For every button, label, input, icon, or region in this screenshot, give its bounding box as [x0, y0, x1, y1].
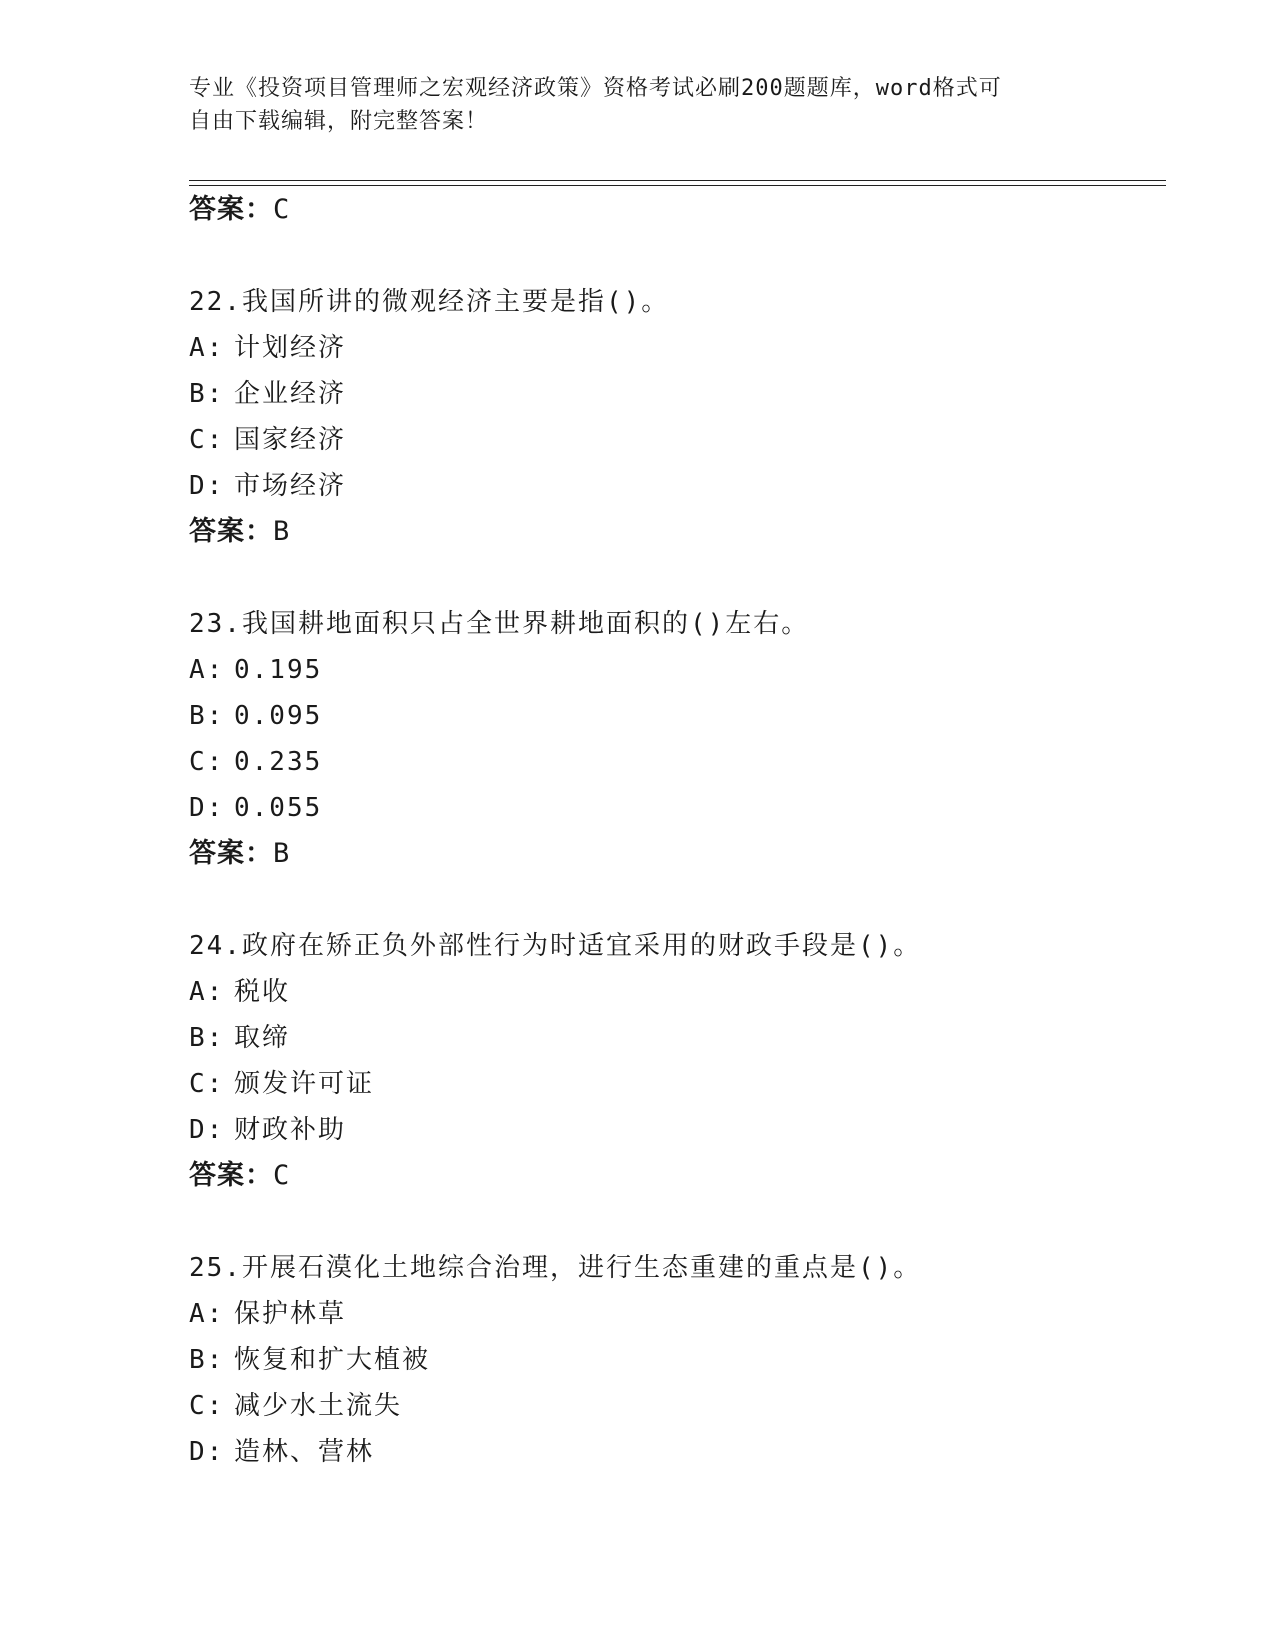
option-key: D:: [189, 1437, 225, 1467]
option-text: 恢复和扩大植被: [234, 1345, 431, 1375]
option-key: C:: [189, 747, 225, 777]
header-line-2: 自由下载编辑，附完整答案！: [189, 109, 489, 134]
option-d: [189, 1107, 1169, 1153]
answer-label: 答案：: [189, 194, 273, 225]
answer-value: B: [273, 838, 291, 869]
answer-line: [189, 509, 1169, 555]
option-key: C:: [189, 425, 225, 455]
option-text: 税收: [234, 977, 291, 1007]
option-b: [189, 693, 1169, 739]
header-line-1: 专业《投资项目管理师之宏观经济政策》资格考试必刷200题题库，word格式可: [189, 76, 1002, 101]
question-stem: 24.政府在矫正负外部性行为时适宜采用的财政手段是()。: [189, 931, 922, 961]
option-text: 0.235: [234, 747, 323, 777]
answer-value: B: [273, 516, 291, 547]
answer-line: [189, 187, 1169, 233]
option-key: D:: [189, 793, 225, 823]
question-list: [189, 187, 1169, 1475]
option-text: 企业经济: [234, 379, 347, 409]
option-a: [189, 1291, 1169, 1337]
option-key: C:: [189, 1069, 225, 1099]
option-a: [189, 325, 1169, 371]
option-text: 财政补助: [234, 1115, 347, 1145]
option-key: D:: [189, 471, 225, 501]
option-c: [189, 1061, 1169, 1107]
question-block: [189, 923, 1169, 1199]
option-text: 0.195: [234, 655, 323, 685]
answer-label: 答案：: [189, 516, 273, 547]
option-c: [189, 739, 1169, 785]
option-c: [189, 417, 1169, 463]
answer-value: C: [273, 194, 291, 225]
question-stem: 22.我国所讲的微观经济主要是指()。: [189, 287, 670, 317]
option-d: [189, 1429, 1169, 1475]
answer-value: C: [273, 1160, 291, 1191]
question-block: [189, 279, 1169, 555]
spacer: [189, 877, 1169, 923]
option-key: B:: [189, 1345, 225, 1375]
question-stem: 25.开展石漠化土地综合治理，进行生态重建的重点是()。: [189, 1253, 922, 1283]
header-divider-bottom: [189, 185, 1166, 186]
option-b: [189, 371, 1169, 417]
option-text: 市场经济: [234, 471, 347, 501]
option-key: A:: [189, 655, 225, 685]
option-key: B:: [189, 1023, 225, 1053]
option-key: A:: [189, 333, 225, 363]
document-header: [189, 72, 1089, 138]
spacer: [189, 1199, 1169, 1245]
option-text: 计划经济: [234, 333, 347, 363]
option-text: 0.095: [234, 701, 323, 731]
question-stem: 23.我国耕地面积只占全世界耕地面积的()左右。: [189, 609, 810, 639]
answer-line: [189, 831, 1169, 877]
option-key: C:: [189, 1391, 225, 1421]
option-text: 国家经济: [234, 425, 347, 455]
option-b: [189, 1015, 1169, 1061]
option-key: B:: [189, 701, 225, 731]
option-text: 取缔: [234, 1023, 291, 1053]
option-d: [189, 785, 1169, 831]
option-a: [189, 969, 1169, 1015]
answer-line: [189, 1153, 1169, 1199]
option-text: 造林、营林: [234, 1437, 375, 1467]
option-a: [189, 647, 1169, 693]
question-block: [189, 601, 1169, 877]
header-divider-top: [189, 180, 1166, 181]
spacer: [189, 233, 1169, 279]
option-text: 0.055: [234, 793, 323, 823]
option-key: A:: [189, 1299, 225, 1329]
option-text: 保护林草: [234, 1299, 347, 1329]
option-key: B:: [189, 379, 225, 409]
option-text: 减少水土流失: [234, 1391, 403, 1421]
option-text: 颁发许可证: [234, 1069, 375, 1099]
question-block: [189, 1245, 1169, 1475]
option-c: [189, 1383, 1169, 1429]
option-b: [189, 1337, 1169, 1383]
option-key: D:: [189, 1115, 225, 1145]
option-key: A:: [189, 977, 225, 1007]
answer-label: 答案：: [189, 838, 273, 869]
spacer: [189, 555, 1169, 601]
answer-label: 答案：: [189, 1160, 273, 1191]
option-d: [189, 463, 1169, 509]
